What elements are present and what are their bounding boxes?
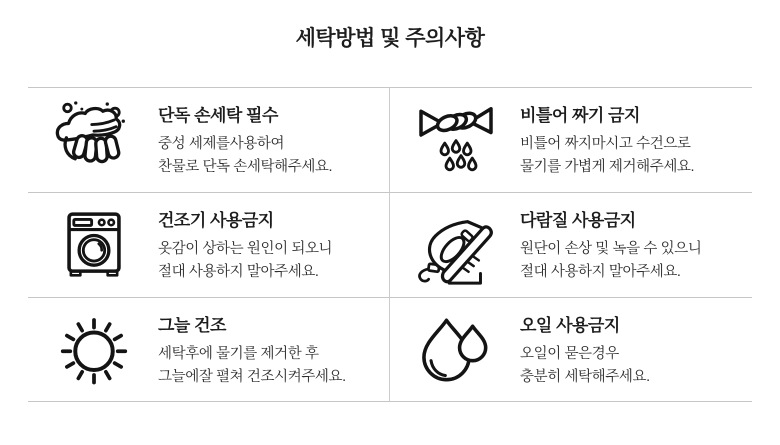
item-title: 단독 손세탁 필수 [158,106,278,125]
care-item-text [158,206,332,284]
item-line2: 절대 사용하지 말아주세요. [520,264,681,280]
item-title: 그늘 건조 [158,315,226,335]
item-line1: 옷감이 상하는 원인이 되오니 [158,241,333,257]
care-item-no-oil [390,297,752,402]
care-item-shade-dry [28,297,390,402]
dryer-icon [48,207,140,283]
item-line2: 찬물로 단독 손세탁해주세요. [158,159,333,175]
care-item-no-wring [390,87,752,192]
care-item-text [520,311,650,389]
care-instructions-grid [28,87,752,402]
item-line1: 오일이 묻은경우 [520,345,619,362]
care-item-no-dryer [28,192,390,297]
item-title: 다람질 사용금지 [520,211,636,230]
item-title: 오일 사용금지 [520,315,620,335]
sun-icon [48,310,140,390]
item-title: 건조기 사용금지 [158,211,274,230]
care-item-text [158,311,346,389]
care-item-text [520,101,694,179]
wring-icon [410,100,502,180]
item-line1: 세탁후에 물기를 제거한 후 [158,345,319,362]
item-title: 비틀어 짜기 금지 [520,106,640,125]
care-item-text [158,101,332,179]
item-line2: 물기를 가볍게 제거해주세요. [520,159,695,175]
item-line1: 비틀어 짜지마시고 수건으로 [520,136,691,152]
iron-icon [410,204,502,286]
care-item-no-iron [390,192,752,297]
item-line1: 원단이 손상 및 녹을 수 있으니 [520,241,702,257]
item-line2: 충분히 세탁해주세요. [520,368,650,385]
oil-drop-icon [410,312,502,388]
hand-wash-icon [48,98,140,182]
care-item-text [520,206,701,284]
item-line2: 그늘에잘 펼쳐 건조시켜주세요. [158,368,346,385]
page-title: 세탁방법 및 주의사항 [295,27,485,50]
item-line1: 중성 세제를사용하여 [158,136,285,152]
care-item-hand-wash [28,87,390,192]
item-line2: 절대 사용하지 말아주세요. [158,264,319,280]
